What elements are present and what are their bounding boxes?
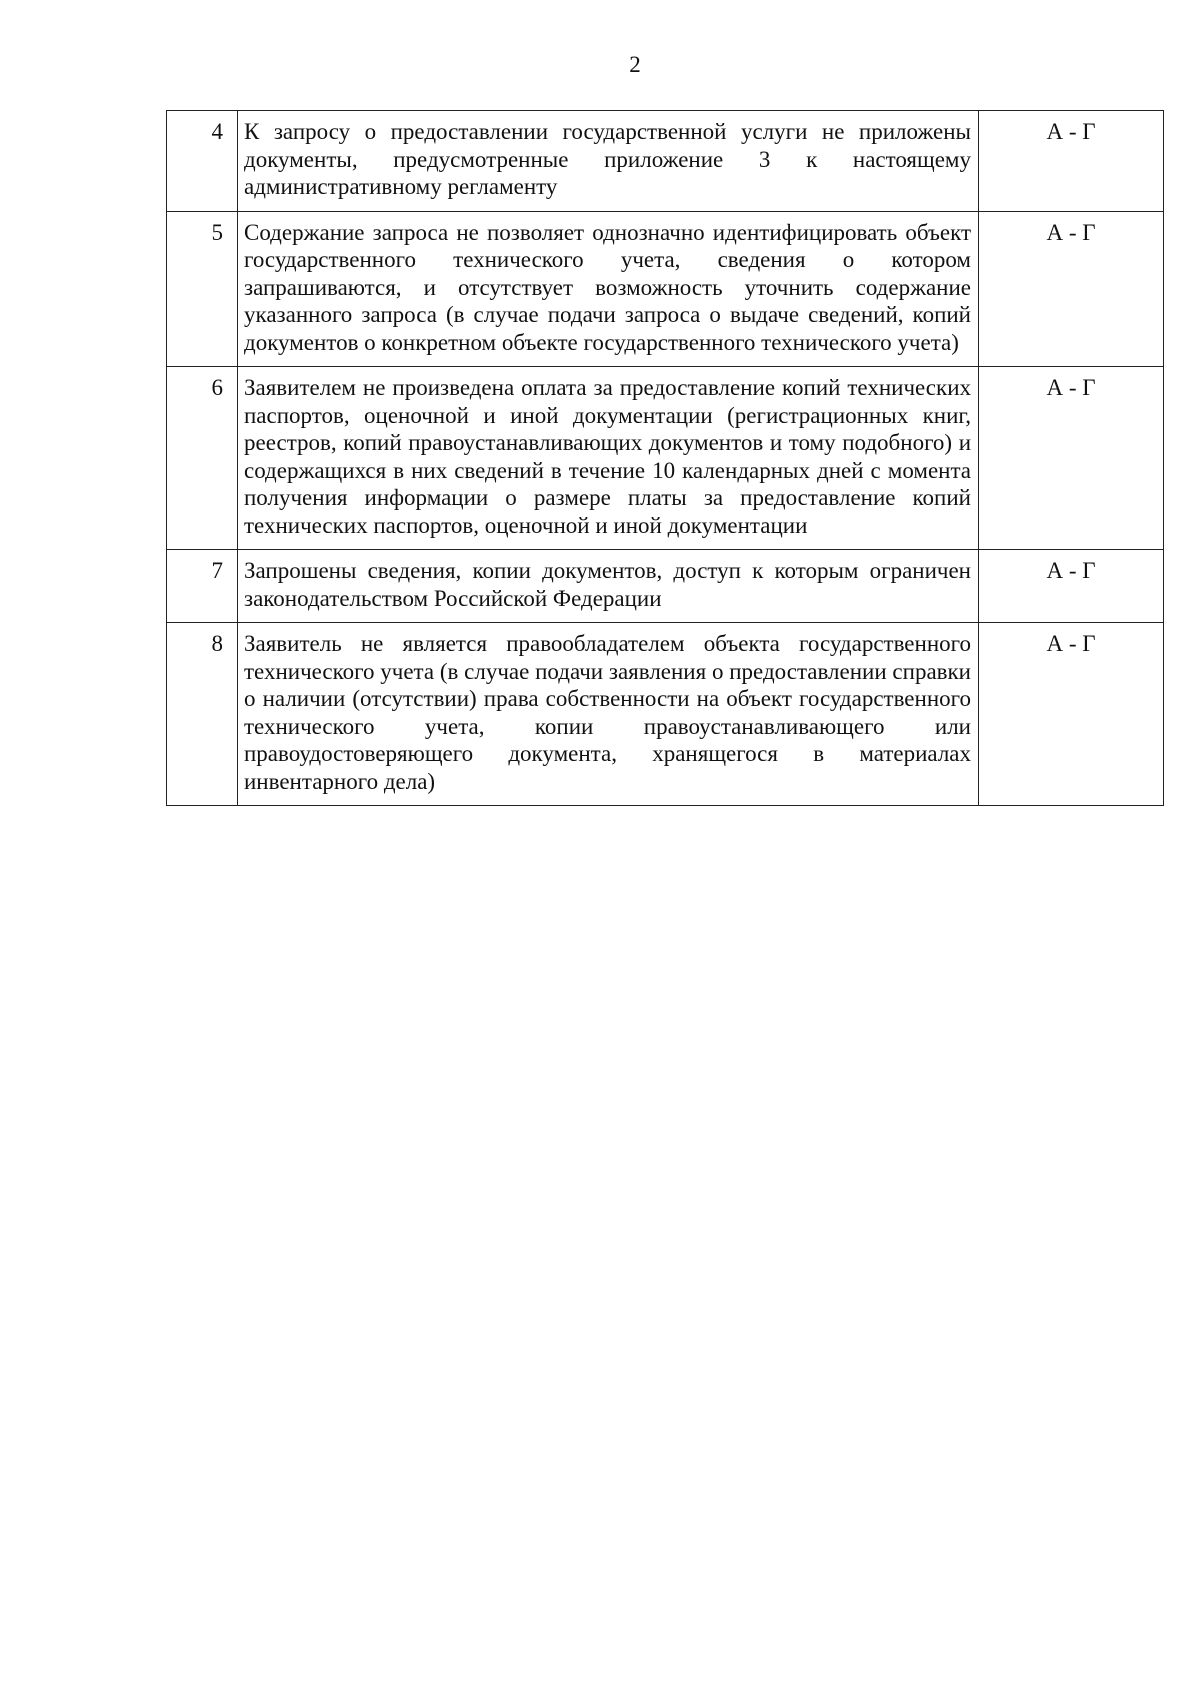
- row-number: 8: [167, 623, 238, 806]
- row-text: Заявитель не является правообладателем объекта государственного технического учета (в случае подачи заявления о предоставлении справки о наличии (отсутствии) права собственности на объект государственного технического учета, копии правоустанавливающего или правоудостоверяющего документа, хранящегося в материалах инвентарного дела): [238, 623, 979, 806]
- row-text: Содержание запроса не позволяет однозначно идентифицировать объект государственного технического учета, сведения о котором запрашиваются, и отсутствует возможность уточнить содержание указанного запроса (в случае подачи запроса о выдаче сведений, копий документов о конкретном объекте государственного технического учета): [238, 211, 979, 367]
- row-grade: А - Г: [979, 367, 1164, 550]
- row-grade: А - Г: [979, 211, 1164, 367]
- row-grade: А - Г: [979, 623, 1164, 806]
- row-number: 5: [167, 211, 238, 367]
- row-text: К запросу о предоставлении государственной услуги не приложены документы, предусмотренные приложение 3 к настоящему административному регламенту: [238, 111, 979, 212]
- row-grade: А - Г: [979, 111, 1164, 212]
- row-number: 4: [167, 111, 238, 212]
- table-row: [167, 367, 1164, 550]
- table-row: [167, 550, 1164, 623]
- table-row: [167, 111, 1164, 212]
- row-text: Заявителем не произведена оплата за предоставление копий технических паспортов, оценочной и иной документации (регистрационных книг, реестров, копий правоустанавливающих документов и тому подобного) и содержащихся в них сведений в течение 10 календарных дней с момента получения информации о размере платы за предоставление копий технических паспортов, оценочной и иной документации: [238, 367, 979, 550]
- row-grade: А - Г: [979, 550, 1164, 623]
- grounds-table: [166, 110, 1164, 806]
- page-number: 2: [629, 52, 641, 77]
- table-row: [167, 623, 1164, 806]
- row-number: 7: [167, 550, 238, 623]
- table-row: [167, 211, 1164, 367]
- row-number: 6: [167, 367, 238, 550]
- row-text: Запрошены сведения, копии документов, доступ к которым ограничен законодательством Российской Федерации: [238, 550, 979, 623]
